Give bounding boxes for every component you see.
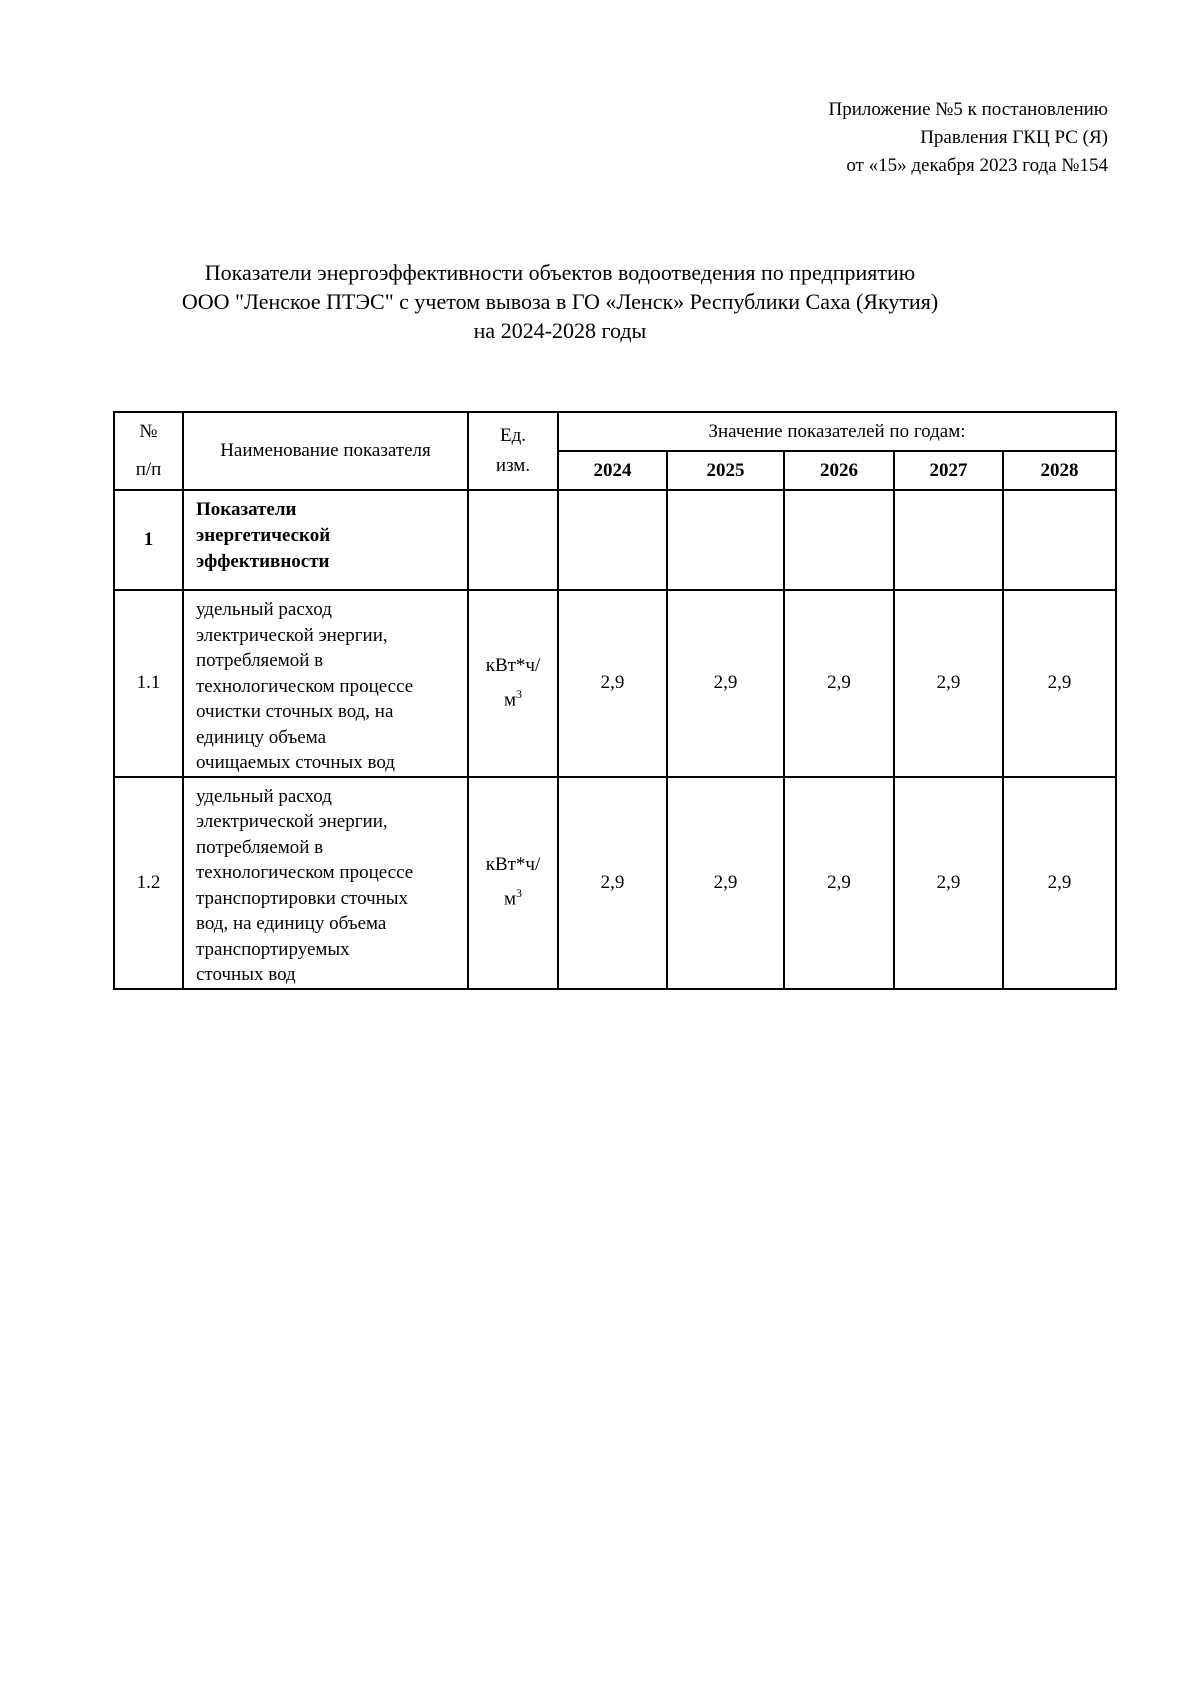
name-line: эффективности bbox=[196, 551, 330, 572]
unit-exponent: 3 bbox=[516, 886, 523, 901]
row-number: 1.1 bbox=[114, 590, 183, 777]
title-line-3: на 2024-2028 годы bbox=[473, 318, 647, 343]
row-value-2026: 2,9 bbox=[784, 590, 894, 777]
row-indicator-name bbox=[183, 490, 468, 590]
title-line-1: Показатели энергоэффективности объектов водоотведения по предприятию bbox=[204, 260, 916, 285]
document-title bbox=[0, 258, 1120, 345]
row-value-2028: 2,9 bbox=[1003, 777, 1116, 989]
header-indicator-name: Наименование показателя bbox=[183, 412, 468, 490]
name-line: технологическом процессе bbox=[196, 862, 414, 883]
name-line: единицу объема bbox=[196, 726, 327, 748]
row-value-2024 bbox=[558, 490, 667, 590]
indicators-table bbox=[113, 411, 1117, 990]
row-value-2025: 2,9 bbox=[667, 590, 784, 777]
row-unit bbox=[468, 590, 558, 777]
unit-main: кВт*ч/ bbox=[485, 854, 541, 876]
header-number-line-2: п/п bbox=[135, 459, 162, 480]
table-row bbox=[114, 590, 1116, 777]
unit-main: кВт*ч/ bbox=[485, 655, 541, 677]
header-values-caption: Значение показателей по годам: bbox=[558, 412, 1116, 451]
header-year-2028: 2028 bbox=[1003, 451, 1116, 490]
name-line: удельный расход bbox=[196, 785, 332, 807]
name-line: энергетической bbox=[196, 525, 331, 546]
unit-base-line bbox=[469, 879, 557, 913]
unit-base-line bbox=[469, 680, 557, 714]
name-line: потребляемой в bbox=[196, 836, 324, 858]
row-value-2024: 2,9 bbox=[558, 777, 667, 989]
header-year-2026: 2026 bbox=[784, 451, 894, 490]
name-line: электрической энергии, bbox=[196, 811, 388, 832]
header-number-line-1: № bbox=[139, 421, 158, 442]
name-line: удельный расход bbox=[196, 599, 332, 620]
header-year-2025: 2025 bbox=[667, 451, 784, 490]
title-line-2: ООО "Ленское ПТЭС" с учетом вывоза в ГО «Ленск» Республики Саха (Якутия) bbox=[181, 289, 939, 314]
row-unit bbox=[468, 777, 558, 989]
name-line: электрической энергии, bbox=[196, 624, 388, 646]
table-row bbox=[114, 777, 1116, 989]
row-value-2025: 2,9 bbox=[667, 777, 784, 989]
row-indicator-name bbox=[183, 590, 468, 777]
header-unit-line-2: изм. bbox=[495, 455, 531, 476]
row-number: 1 bbox=[114, 490, 183, 590]
annex-line-3: от «15» декабря 2023 года №154 bbox=[846, 155, 1108, 176]
header-unit-line-1: Ед. bbox=[499, 425, 527, 446]
table-row bbox=[114, 490, 1116, 590]
row-value-2026: 2,9 bbox=[784, 777, 894, 989]
name-line: очищаемых сточных вод bbox=[196, 752, 395, 773]
name-line: потребляемой в bbox=[196, 650, 324, 671]
row-value-2024: 2,9 bbox=[558, 590, 667, 777]
annex-line-1: Приложение №5 к постановлению bbox=[828, 99, 1108, 120]
row-value-2026 bbox=[784, 490, 894, 590]
name-line: очистки сточных вод, на bbox=[196, 701, 394, 722]
name-line: технологическом процессе bbox=[196, 675, 414, 697]
name-line: вод, на единицу объема bbox=[196, 913, 387, 934]
unit-base: м bbox=[503, 888, 517, 910]
annex-line-2: Правления ГКЦ РС (Я) bbox=[920, 127, 1108, 148]
name-line: транспортируемых bbox=[196, 938, 350, 960]
row-value-2028 bbox=[1003, 490, 1116, 590]
row-value-2025 bbox=[667, 490, 784, 590]
header-unit bbox=[468, 412, 558, 490]
annex-reference bbox=[829, 96, 1108, 180]
name-line: сточных вод bbox=[196, 964, 296, 985]
header-number bbox=[114, 412, 183, 490]
row-number: 1.2 bbox=[114, 777, 183, 989]
row-unit bbox=[468, 490, 558, 590]
row-indicator-name bbox=[183, 777, 468, 989]
row-value-2027: 2,9 bbox=[894, 777, 1003, 989]
unit-exponent: 3 bbox=[516, 687, 523, 702]
header-year-2027: 2027 bbox=[894, 451, 1003, 490]
row-value-2028: 2,9 bbox=[1003, 590, 1116, 777]
header-year-2024: 2024 bbox=[558, 451, 667, 490]
row-value-2027 bbox=[894, 490, 1003, 590]
row-value-2027: 2,9 bbox=[894, 590, 1003, 777]
name-line: Показатели bbox=[196, 499, 297, 520]
name-line: транспортировки сточных bbox=[196, 887, 409, 909]
unit-base: м bbox=[503, 689, 517, 711]
